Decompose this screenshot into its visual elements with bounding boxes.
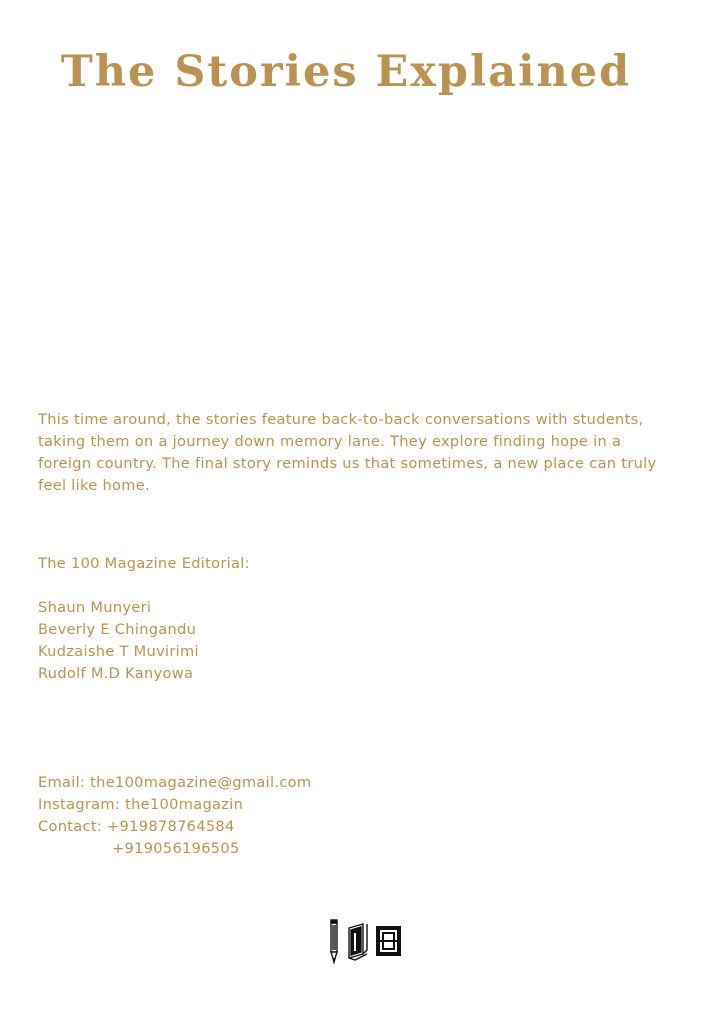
book-icon [349,924,367,960]
pencil-icon [331,920,337,962]
contact-block [38,772,311,860]
editorial-heading: The 100 Magazine Editorial: [38,555,250,572]
sharpener-icon [376,926,401,956]
editor-name: Rudolf M.D Kanyowa [38,665,194,682]
editor-list [38,597,199,685]
page-title: The Stories Explained [60,47,632,97]
pencil-book-sharpener-logo-icon [329,918,403,964]
intro-paragraph: This time around, the stories feature back-to-back conversations with students, taking them on a journey down memory lane. They explore finding hope in a foreign country. The final story reminds us that sometimes, a new place can truly feel like home. [38,411,657,494]
contact-email: Email: the100magazine@gmail.com [38,774,312,791]
contact-phone-secondary: +919056196505 [112,840,240,857]
editor-name: Beverly E Chingandu [38,621,197,638]
editor-name: Kudzaishe T Muvirimi [38,643,199,660]
contact-phone-primary: Contact: +919878764584 [38,818,235,835]
editor-name: Shaun Munyeri [38,599,152,616]
contact-instagram: Instagram: the100magazin [38,796,244,813]
